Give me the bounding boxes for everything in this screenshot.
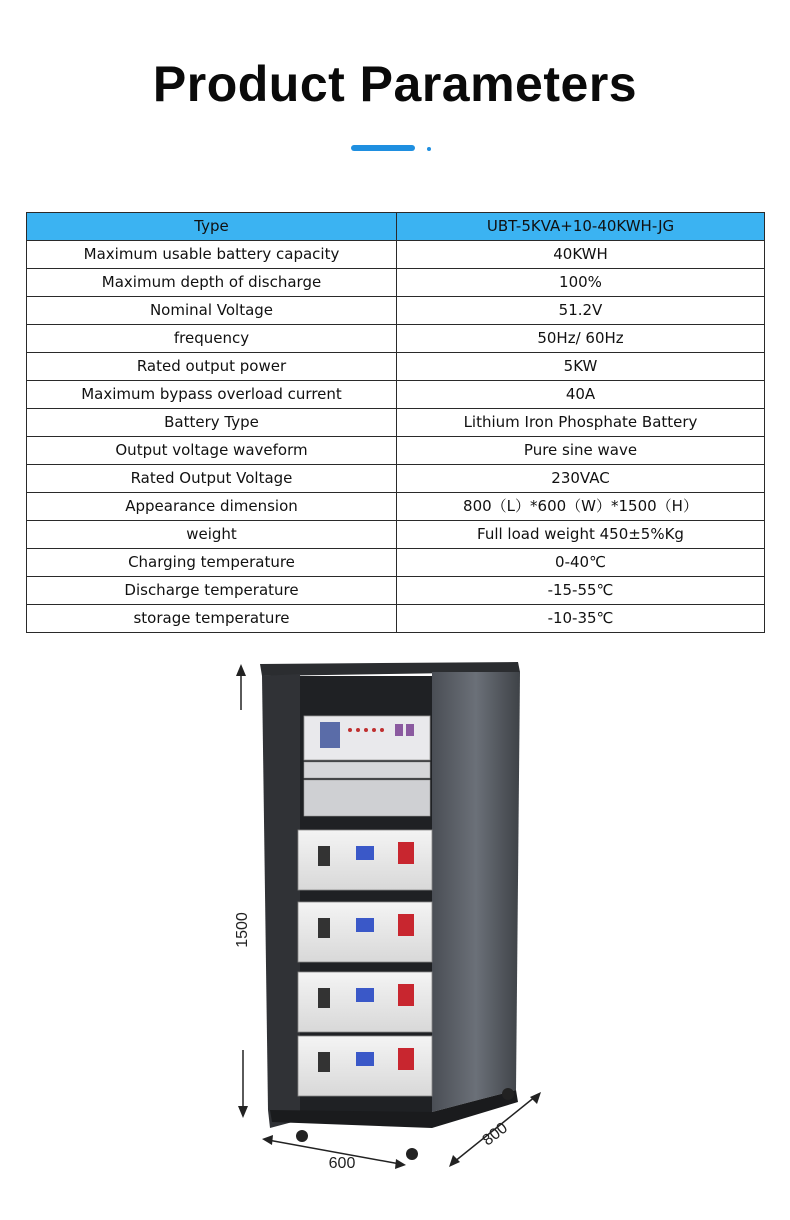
table-row (27, 325, 765, 353)
table-row (27, 493, 765, 521)
table-row (27, 409, 765, 437)
row-label: Maximum depth of discharge (27, 269, 397, 297)
row-value: 0-40℃ (397, 549, 765, 577)
row-value: 230VAC (397, 465, 765, 493)
battery-cabinet-illustration (220, 650, 560, 1210)
cabinet-side-panel (432, 672, 520, 1112)
row-label: Output voltage waveform (27, 437, 397, 465)
row-value: Pure sine wave (397, 437, 765, 465)
page-title: Product Parameters (152, 56, 638, 112)
row-label: Battery Type (27, 409, 397, 437)
width-label: 600 (328, 1155, 356, 1172)
table-row (27, 437, 765, 465)
table-row (27, 605, 765, 633)
battery-module (298, 830, 432, 890)
table-row (27, 241, 765, 269)
row-value: 40KWH (397, 241, 765, 269)
row-value: 50Hz/ 60Hz (397, 325, 765, 353)
row-value: 800（L）*600（W）*1500（H） (397, 493, 765, 521)
row-label: storage temperature (27, 605, 397, 633)
table-row (27, 353, 765, 381)
row-label: Nominal Voltage (27, 297, 397, 325)
table-row (27, 381, 765, 409)
row-value: 5KW (397, 353, 765, 381)
row-value: -15-55℃ (397, 577, 765, 605)
height-label: 1500 (234, 912, 251, 948)
table-row (27, 549, 765, 577)
row-value: -10-35℃ (397, 605, 765, 633)
parameters-table (26, 212, 765, 633)
table-row (27, 521, 765, 549)
row-value: Lithium Iron Phosphate Battery (397, 409, 765, 437)
row-label: Discharge temperature (27, 577, 397, 605)
cabinet-left-frame (262, 674, 300, 1128)
table-row (27, 465, 765, 493)
battery-module (298, 902, 432, 962)
row-value: 100% (397, 269, 765, 297)
row-label: Maximum usable battery capacity (27, 241, 397, 269)
row-value: 51.2V (397, 297, 765, 325)
header-value: UBT-5KVA+10-40KWH-JG (397, 213, 765, 241)
row-label: Rated output power (27, 353, 397, 381)
row-label: frequency (27, 325, 397, 353)
row-value: 40A (397, 381, 765, 409)
caster-wheel (296, 1130, 308, 1142)
depth-label: 800 (479, 1119, 511, 1150)
row-label: Maximum bypass overload current (27, 381, 397, 409)
title-accent-bar (351, 145, 415, 151)
battery-module (298, 972, 432, 1032)
table-header-row (27, 213, 765, 241)
caster-wheel (502, 1088, 514, 1100)
table-row (27, 577, 765, 605)
row-label: Appearance dimension (27, 493, 397, 521)
row-label: Rated Output Voltage (27, 465, 397, 493)
header-label: Type (27, 213, 397, 241)
row-label: weight (27, 521, 397, 549)
table-row (27, 269, 765, 297)
inverter-display (320, 722, 340, 748)
height-dimension-arrow (236, 664, 248, 1118)
title-accent-dot (427, 147, 431, 151)
row-value: Full load weight 450±5%Kg (397, 521, 765, 549)
table-row (27, 297, 765, 325)
battery-module (298, 1036, 432, 1096)
row-label: Charging temperature (27, 549, 397, 577)
caster-wheel (406, 1148, 418, 1160)
